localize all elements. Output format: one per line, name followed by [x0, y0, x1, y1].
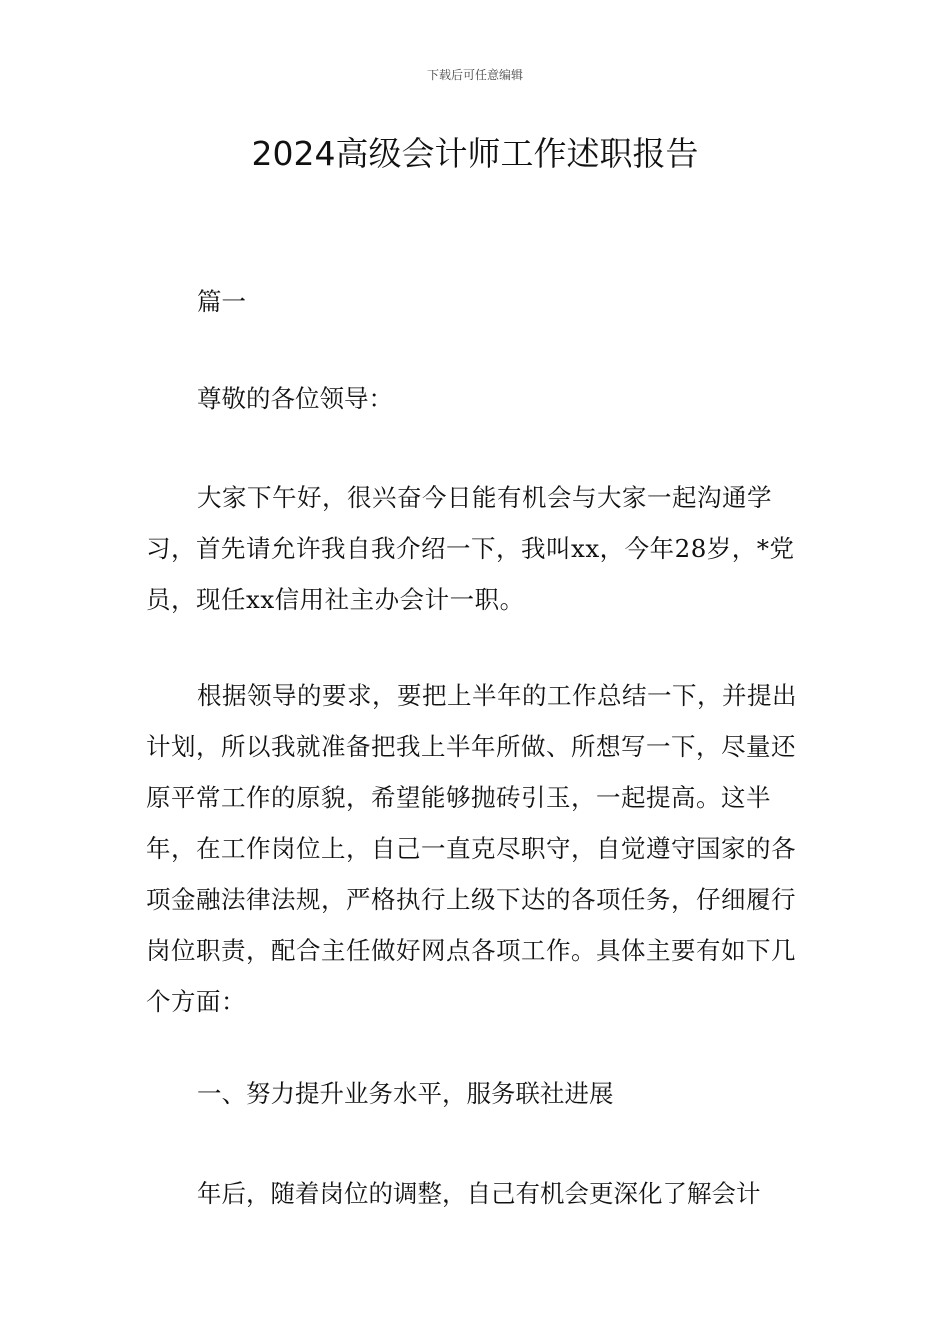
section-label: 篇一	[197, 287, 246, 316]
paragraph-last: 年后，随着岗位的调整，自己有机会更深化了解会计	[197, 1179, 761, 1208]
header-note: 下载后可任意编辑	[426, 68, 523, 82]
salutation: 尊敬的各位领导：	[197, 384, 393, 413]
paragraph-text: 根据领导的要求，要把上半年的工作总结一下，并提出计划，所以我就准备把我上半年所做、所想写一下，尽量还原平常工作的原貌，希望能够抛砖引玉，一起提高。这半年，在工作岗位上，自己一直克尽职守，自觉遵守国家的各项金融法律法规，严格执行上级下达的各项任务，仔细履行岗位职责，配合主任做好网点各项工作。具体主要有如下几个方面：	[146, 681, 797, 1016]
subheading: 一、努力提升业务水平，服务联社进展	[197, 1079, 614, 1108]
document-title: 2024高级会计师工作述职报告	[251, 134, 699, 173]
paragraph-text: 大家下午好，很兴奋今日能有机会与大家一起沟通学习，首先请允许我自我介绍一下，我叫xx，今年28岁，*党员，现任xx信用社主办会计一职。	[146, 483, 795, 614]
paragraph-intro	[146, 472, 811, 625]
paragraph-summary	[146, 670, 811, 1027]
